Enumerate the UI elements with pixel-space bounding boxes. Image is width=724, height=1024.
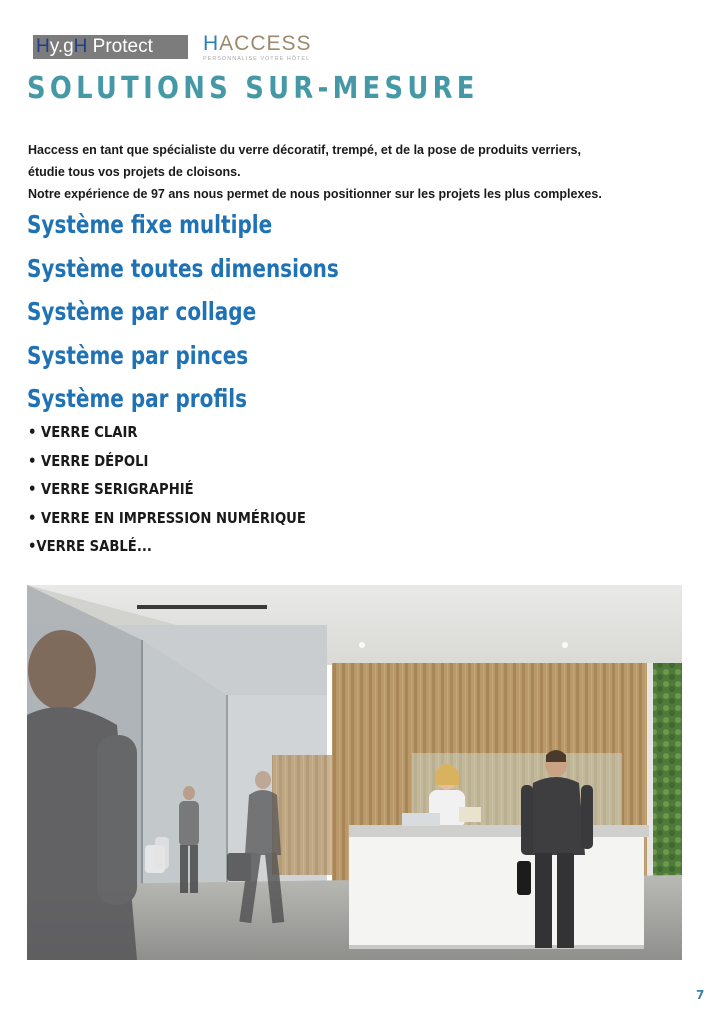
page-title: SOLUTIONS SUR-MESURE <box>27 71 479 106</box>
system-item: Système par pinces <box>27 340 249 370</box>
glass-type-item: • VERRE SERIGRAPHIÉ <box>28 480 194 499</box>
hygh-logo-h: H <box>36 36 50 57</box>
lobby-reception-photo <box>27 585 682 960</box>
haccess-logo-tagline: PERSONNALISE VOTRE HÔTEL <box>203 56 311 62</box>
haccess-logo-h: H <box>203 32 220 55</box>
hygh-protect-logo <box>33 35 188 59</box>
system-item: Système par collage <box>27 297 257 326</box>
glass-types-list <box>28 420 344 563</box>
glass-type-item: • VERRE CLAIR <box>28 423 138 441</box>
system-item: Système fixe multiple <box>27 210 273 239</box>
glass-type-item: • VERRE DÉPOLI <box>28 451 149 470</box>
system-item: Système toutes dimensions <box>27 253 339 283</box>
hygh-logo-protect: Protect <box>87 36 153 57</box>
hygh-logo-h2: H <box>73 36 88 57</box>
hygh-logo-yg: y.g <box>49 36 74 57</box>
intro-paragraph <box>28 139 688 205</box>
intro-line-3: Notre expérience de 97 ans nous permet de nous positionner sur les projets les plus complexes. <box>28 187 602 201</box>
systems-list <box>27 205 417 423</box>
glass-type-item: • VERRE EN IMPRESSION NUMÉRIQUE <box>28 508 306 527</box>
page-number: 7 <box>696 988 705 1002</box>
glass-type-item: •VERRE SABLÉ... <box>28 537 152 556</box>
haccess-logo <box>203 33 321 62</box>
haccess-logo-word: ACCESS <box>219 32 312 55</box>
system-item: Système par profils <box>27 384 247 413</box>
intro-line-2: étudie tous vos projets de cloisons. <box>28 165 241 179</box>
intro-line-1: Haccess en tant que spécialiste du verre décoratif, trempé, et de la pose de produits verriers, <box>28 143 581 157</box>
